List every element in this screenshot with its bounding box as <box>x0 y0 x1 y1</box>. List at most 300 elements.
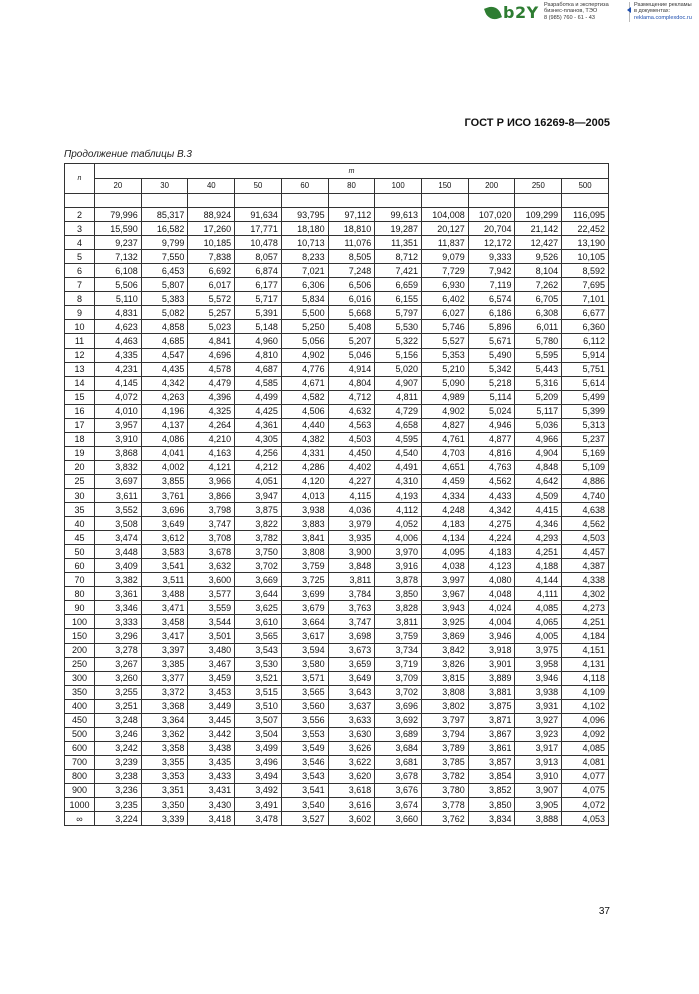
ad-text-left[interactable] <box>544 2 624 21</box>
table-cell: 104,008 <box>422 208 469 222</box>
table-cell: 5,797 <box>375 306 422 320</box>
n-header <box>65 164 95 194</box>
table-cell: 3,875 <box>468 699 515 713</box>
table-cell: 8,104 <box>515 264 562 278</box>
table-cell: 4,305 <box>235 432 282 446</box>
table-cell: 3,480 <box>188 643 235 657</box>
table-cell: 3,622 <box>328 755 375 769</box>
table-cell: 6,453 <box>141 264 188 278</box>
table-row <box>65 320 609 334</box>
table-row <box>65 446 609 460</box>
table-cell: 3,267 <box>95 657 142 671</box>
table-cell: 11,837 <box>422 236 469 250</box>
table-cell: 4,361 <box>235 418 282 432</box>
table-cell: 5,322 <box>375 334 422 348</box>
table-row <box>65 376 609 390</box>
table-cell: 3,967 <box>422 587 469 601</box>
table-cell: 5,717 <box>235 292 282 306</box>
table-cell: 6,017 <box>188 278 235 292</box>
table-cell: 6,659 <box>375 278 422 292</box>
b2y-logo[interactable] <box>486 3 539 22</box>
table-cell: 4,827 <box>422 418 469 432</box>
table-cell: 4,048 <box>468 587 515 601</box>
ad-left-phone: 8 (985) 760 - 61 - 43 <box>544 14 595 21</box>
table-cell: 4,503 <box>328 432 375 446</box>
table-cell: 4,120 <box>281 474 328 488</box>
table-cell: 3,385 <box>141 657 188 671</box>
table-cell: 4,256 <box>235 446 282 460</box>
table-cell: 3,681 <box>375 755 422 769</box>
table-cell: 4,382 <box>281 432 328 446</box>
table-cell: 7,101 <box>562 292 609 306</box>
table-cell: 4,085 <box>515 601 562 615</box>
table-cell: 6,308 <box>515 306 562 320</box>
table-cell: 7,021 <box>281 264 328 278</box>
table-cell: 3,616 <box>328 798 375 812</box>
table-cell: 3,649 <box>141 517 188 531</box>
column-header-m: 20 <box>95 179 142 194</box>
table-cell: 3,496 <box>235 755 282 769</box>
table-cell: 4,264 <box>188 418 235 432</box>
table-cell: 3,802 <box>422 699 469 713</box>
table-cell: 3,618 <box>328 783 375 797</box>
row-n-value: 400 <box>65 699 95 713</box>
row-n-value: 18 <box>65 432 95 446</box>
column-header-m: 30 <box>141 179 188 194</box>
table-cell: 3,625 <box>235 601 282 615</box>
table-cell: 20,704 <box>468 222 515 236</box>
table-cell: 4,134 <box>422 531 469 545</box>
table-cell: 4,582 <box>281 390 328 404</box>
table-cell: 3,235 <box>95 798 142 812</box>
table-cell: 3,997 <box>422 573 469 587</box>
column-header-m: 100 <box>375 179 422 194</box>
table-row <box>65 671 609 685</box>
table-cell: 3,571 <box>281 671 328 685</box>
row-n-value: 350 <box>65 685 95 699</box>
row-n-value: 700 <box>65 755 95 769</box>
table-cell: 3,979 <box>328 517 375 531</box>
row-n-value: 14 <box>65 376 95 390</box>
table-row <box>65 348 609 362</box>
table-cell: 21,142 <box>515 222 562 236</box>
table-cell: 6,692 <box>188 264 235 278</box>
table-cell: 4,642 <box>515 474 562 488</box>
row-n-value: 15 <box>65 390 95 404</box>
table-cell: 3,826 <box>422 657 469 671</box>
table-cell: 4,886 <box>562 474 609 488</box>
table-cell: 4,251 <box>515 545 562 559</box>
table-cell: 4,335 <box>95 348 142 362</box>
table-cell: 3,938 <box>515 685 562 699</box>
table-cell: 4,248 <box>422 503 469 517</box>
table-cell: 4,547 <box>141 348 188 362</box>
table-cell: 3,409 <box>95 559 142 573</box>
row-n-value: 45 <box>65 531 95 545</box>
table-cell: 3,676 <box>375 783 422 797</box>
table-cell: 4,685 <box>141 334 188 348</box>
table-cell: 3,888 <box>515 812 562 826</box>
table-cell: 3,854 <box>468 769 515 783</box>
table-row <box>65 657 609 671</box>
logo-text: b2Y <box>503 3 539 22</box>
table-cell: 3,808 <box>422 685 469 699</box>
table-cell: 3,491 <box>235 798 282 812</box>
row-n-value: 8 <box>65 292 95 306</box>
table-cell: 4,729 <box>375 404 422 418</box>
table-cell: 12,172 <box>468 236 515 250</box>
table-cell: 3,602 <box>328 812 375 826</box>
table-cell: 6,155 <box>375 292 422 306</box>
table-cell: 3,626 <box>328 741 375 755</box>
table-cell: 3,339 <box>141 812 188 826</box>
table-cell: 4,302 <box>562 587 609 601</box>
ad-right-line: в документах: <box>634 8 671 15</box>
table-cell: 6,402 <box>422 292 469 306</box>
table-cell: 4,072 <box>95 390 142 404</box>
table-cell: 3,794 <box>422 727 469 741</box>
table-cell: 4,013 <box>281 488 328 502</box>
table-cell: 3,417 <box>141 629 188 643</box>
table-cell: 3,255 <box>95 685 142 699</box>
table-cell: 3,246 <box>95 727 142 741</box>
table-cell: 91,634 <box>235 208 282 222</box>
table-cell: 4,325 <box>188 404 235 418</box>
table-cell: 3,507 <box>235 713 282 727</box>
table-cell: 3,881 <box>468 685 515 699</box>
table-cell: 99,613 <box>375 208 422 222</box>
table-cell: 5,668 <box>328 306 375 320</box>
table-cell: 3,910 <box>515 769 562 783</box>
table-cell: 11,351 <box>375 236 422 250</box>
table-cell: 3,684 <box>375 741 422 755</box>
table-cell: 88,924 <box>188 208 235 222</box>
table-row <box>65 517 609 531</box>
column-header-m: 60 <box>281 179 328 194</box>
table-cell: 4,902 <box>281 348 328 362</box>
table-cell: 3,689 <box>375 727 422 741</box>
row-n-value: 13 <box>65 362 95 376</box>
table-cell: 3,917 <box>515 741 562 755</box>
table-cell: 3,883 <box>281 517 328 531</box>
table-cell: 5,527 <box>422 334 469 348</box>
table-cell: 3,552 <box>95 503 142 517</box>
table-cell: 4,273 <box>562 601 609 615</box>
table-cell: 6,186 <box>468 306 515 320</box>
table-cell: 3,508 <box>95 517 142 531</box>
table-cell: 3,946 <box>515 671 562 685</box>
table-cell: 4,459 <box>422 474 469 488</box>
table-cell: 3,499 <box>235 741 282 755</box>
row-n-value: 900 <box>65 783 95 797</box>
table-cell: 4,457 <box>562 545 609 559</box>
table-cell: 3,251 <box>95 699 142 713</box>
spacer-row <box>65 194 609 208</box>
table-cell: 116,095 <box>562 208 609 222</box>
row-n-value: 2 <box>65 208 95 222</box>
table-row <box>65 334 609 348</box>
table-cell: 4,224 <box>468 531 515 545</box>
row-n-value: 3 <box>65 222 95 236</box>
table-cell: 3,633 <box>328 713 375 727</box>
table-cell: 6,306 <box>281 278 328 292</box>
table-cell: 5,257 <box>188 306 235 320</box>
table-cell: 3,725 <box>281 573 328 587</box>
row-n-value: 12 <box>65 348 95 362</box>
table-cell: 8,233 <box>281 250 328 264</box>
table-cell: 3,632 <box>188 559 235 573</box>
row-n-value: ∞ <box>65 812 95 826</box>
table-cell: 3,841 <box>281 531 328 545</box>
table-cell: 3,333 <box>95 615 142 629</box>
table-cell: 6,016 <box>328 292 375 306</box>
table-cell: 5,109 <box>562 460 609 474</box>
table-cell: 3,832 <box>95 460 142 474</box>
table-cell: 5,353 <box>422 348 469 362</box>
table-cell: 4,804 <box>328 376 375 390</box>
table-cell: 3,397 <box>141 643 188 657</box>
table-cell: 4,036 <box>328 503 375 517</box>
table-cell: 3,871 <box>468 713 515 727</box>
table-cell: 22,452 <box>562 222 609 236</box>
table-cell: 4,111 <box>515 587 562 601</box>
table-cell: 4,183 <box>422 517 469 531</box>
table-row <box>65 545 609 559</box>
table-row <box>65 601 609 615</box>
table-cell: 6,112 <box>562 334 609 348</box>
table-cell: 4,776 <box>281 362 328 376</box>
table-cell: 5,443 <box>515 362 562 376</box>
table-cell: 4,024 <box>468 601 515 615</box>
row-n-value: 6 <box>65 264 95 278</box>
table-cell: 4,121 <box>188 460 235 474</box>
table-cell: 4,562 <box>562 517 609 531</box>
table-cell: 3,782 <box>422 769 469 783</box>
table-cell: 3,709 <box>375 671 422 685</box>
table-cell: 4,811 <box>375 390 422 404</box>
table-cell: 4,914 <box>328 362 375 376</box>
table-cell: 3,697 <box>95 474 142 488</box>
table-cell: 3,515 <box>235 685 282 699</box>
top-ad-banner <box>0 0 699 24</box>
table-row <box>65 460 609 474</box>
table-cell: 5,110 <box>95 292 142 306</box>
table-cell: 5,036 <box>515 418 562 432</box>
table-cell: 4,703 <box>422 446 469 460</box>
table-cell: 5,209 <box>515 390 562 404</box>
table-cell: 4,144 <box>515 573 562 587</box>
table-cell: 5,020 <box>375 362 422 376</box>
n-label: n <box>77 175 82 182</box>
table-cell: 3,975 <box>515 643 562 657</box>
table-cell: 3,811 <box>375 615 422 629</box>
table-cell: 3,848 <box>328 559 375 573</box>
table-cell: 5,218 <box>468 376 515 390</box>
table-cell: 7,132 <box>95 250 142 264</box>
ad-right-link[interactable]: reklama.complexdoc.ru <box>634 14 692 21</box>
table-row <box>65 685 609 699</box>
table-cell: 3,478 <box>235 812 282 826</box>
table-cell: 6,574 <box>468 292 515 306</box>
table-row <box>65 755 609 769</box>
table-cell: 4,816 <box>468 446 515 460</box>
table-cell: 3,346 <box>95 601 142 615</box>
table-cell: 4,907 <box>375 376 422 390</box>
table-cell: 3,239 <box>95 755 142 769</box>
table-cell: 12,427 <box>515 236 562 250</box>
table-cell: 4,342 <box>468 503 515 517</box>
table-cell: 4,585 <box>235 376 282 390</box>
row-n-value: 250 <box>65 657 95 671</box>
table-cell: 85,317 <box>141 208 188 222</box>
table-cell: 5,082 <box>141 306 188 320</box>
table-cell: 4,231 <box>95 362 142 376</box>
table-row <box>65 250 609 264</box>
table-cell: 3,815 <box>422 671 469 685</box>
document-code: ГОСТ Р ИСО 16269-8—2005 <box>464 117 610 129</box>
row-n-value: 11 <box>65 334 95 348</box>
table-cell: 3,696 <box>141 503 188 517</box>
table-cell: 3,808 <box>281 545 328 559</box>
table-cell: 4,540 <box>375 446 422 460</box>
table-cell: 5,056 <box>281 334 328 348</box>
column-header-m: 250 <box>515 179 562 194</box>
table-cell: 4,638 <box>562 503 609 517</box>
column-header-m: 500 <box>562 179 609 194</box>
table-cell: 4,053 <box>562 812 609 826</box>
table-row <box>65 573 609 587</box>
table-cell: 3,946 <box>468 629 515 643</box>
table-cell: 3,546 <box>281 755 328 769</box>
table-cell: 4,387 <box>562 559 609 573</box>
table-cell: 3,699 <box>281 587 328 601</box>
table-cell: 3,868 <box>95 446 142 460</box>
table-cell: 3,543 <box>235 643 282 657</box>
table-cell: 4,632 <box>328 404 375 418</box>
table-cell: 4,002 <box>141 460 188 474</box>
table-cell: 3,521 <box>235 671 282 685</box>
table-cell: 3,474 <box>95 531 142 545</box>
table-cell: 3,905 <box>515 798 562 812</box>
table-row <box>65 432 609 446</box>
table-row <box>65 587 609 601</box>
table-cell: 5,090 <box>422 376 469 390</box>
table-cell: 4,077 <box>562 769 609 783</box>
table-cell: 4,038 <box>422 559 469 573</box>
table-cell: 3,834 <box>468 812 515 826</box>
arrow-left-icon <box>627 7 631 13</box>
table-cell: 3,867 <box>468 727 515 741</box>
table-cell: 3,541 <box>281 783 328 797</box>
table-cell: 4,810 <box>235 348 282 362</box>
table-cell: 3,549 <box>281 741 328 755</box>
table-cell: 3,780 <box>422 783 469 797</box>
row-n-value: 16 <box>65 404 95 418</box>
table-cell: 4,072 <box>562 798 609 812</box>
table-row <box>65 741 609 755</box>
table-cell: 3,842 <box>422 643 469 657</box>
table-cell: 3,382 <box>95 573 142 587</box>
table-cell: 7,421 <box>375 264 422 278</box>
table-cell: 5,023 <box>188 320 235 334</box>
table-cell: 4,293 <box>515 531 562 545</box>
table-cell: 3,778 <box>422 798 469 812</box>
table-cell: 3,759 <box>375 629 422 643</box>
table-cell: 7,729 <box>422 264 469 278</box>
table-cell: 4,092 <box>562 727 609 741</box>
table-cell: 4,966 <box>515 432 562 446</box>
table-cell: 4,960 <box>235 334 282 348</box>
table-cell: 4,425 <box>235 404 282 418</box>
table-cell: 16,582 <box>141 222 188 236</box>
table-row <box>65 208 609 222</box>
table-cell: 3,798 <box>188 503 235 517</box>
table-cell: 3,907 <box>515 783 562 797</box>
table-cell: 5,210 <box>422 362 469 376</box>
table-row <box>65 531 609 545</box>
table-cell: 5,207 <box>328 334 375 348</box>
table-cell: 5,746 <box>422 320 469 334</box>
table-cell: 3,471 <box>141 601 188 615</box>
table-row <box>65 390 609 404</box>
table-cell: 3,852 <box>468 783 515 797</box>
table-cell: 5,896 <box>468 320 515 334</box>
table-cell: 4,499 <box>235 390 282 404</box>
table-cell: 4,081 <box>562 755 609 769</box>
table-cell: 3,797 <box>422 713 469 727</box>
table-cell: 3,448 <box>95 545 142 559</box>
table-cell: 3,931 <box>515 699 562 713</box>
table-cell: 9,079 <box>422 250 469 264</box>
table-cell: 3,966 <box>188 474 235 488</box>
table-cell: 3,431 <box>188 783 235 797</box>
table-cell: 5,046 <box>328 348 375 362</box>
table-cell: 3,923 <box>515 727 562 741</box>
table-row <box>65 798 609 812</box>
table-cell: 4,096 <box>562 713 609 727</box>
table-cell: 4,658 <box>375 418 422 432</box>
table-cell: 18,810 <box>328 222 375 236</box>
table-cell: 3,543 <box>281 769 328 783</box>
table-cell: 3,559 <box>188 601 235 615</box>
table-cell: 3,822 <box>235 517 282 531</box>
ad-text-right[interactable] <box>634 2 699 21</box>
table-cell: 4,251 <box>562 615 609 629</box>
table-cell: 3,458 <box>141 615 188 629</box>
table-cell: 3,678 <box>188 545 235 559</box>
table-cell: 3,260 <box>95 671 142 685</box>
table-cell: 9,237 <box>95 236 142 250</box>
column-header-m: 200 <box>468 179 515 194</box>
table-cell: 3,782 <box>235 531 282 545</box>
table-cell: 4,263 <box>141 390 188 404</box>
table-cell: 107,020 <box>468 208 515 222</box>
table-row <box>65 404 609 418</box>
table-cell: 7,942 <box>468 264 515 278</box>
table-cell: 3,761 <box>141 488 188 502</box>
table-cell: 4,210 <box>188 432 235 446</box>
table-row <box>65 727 609 741</box>
table-cell: 4,450 <box>328 446 375 460</box>
table-cell: 4,212 <box>235 460 282 474</box>
table-cell: 3,747 <box>328 615 375 629</box>
table-cell: 3,553 <box>281 727 328 741</box>
table-cell: 15,590 <box>95 222 142 236</box>
table-cell: 4,163 <box>188 446 235 460</box>
row-n-value: 20 <box>65 460 95 474</box>
table-cell: 4,095 <box>422 545 469 559</box>
row-n-value: 300 <box>65 671 95 685</box>
